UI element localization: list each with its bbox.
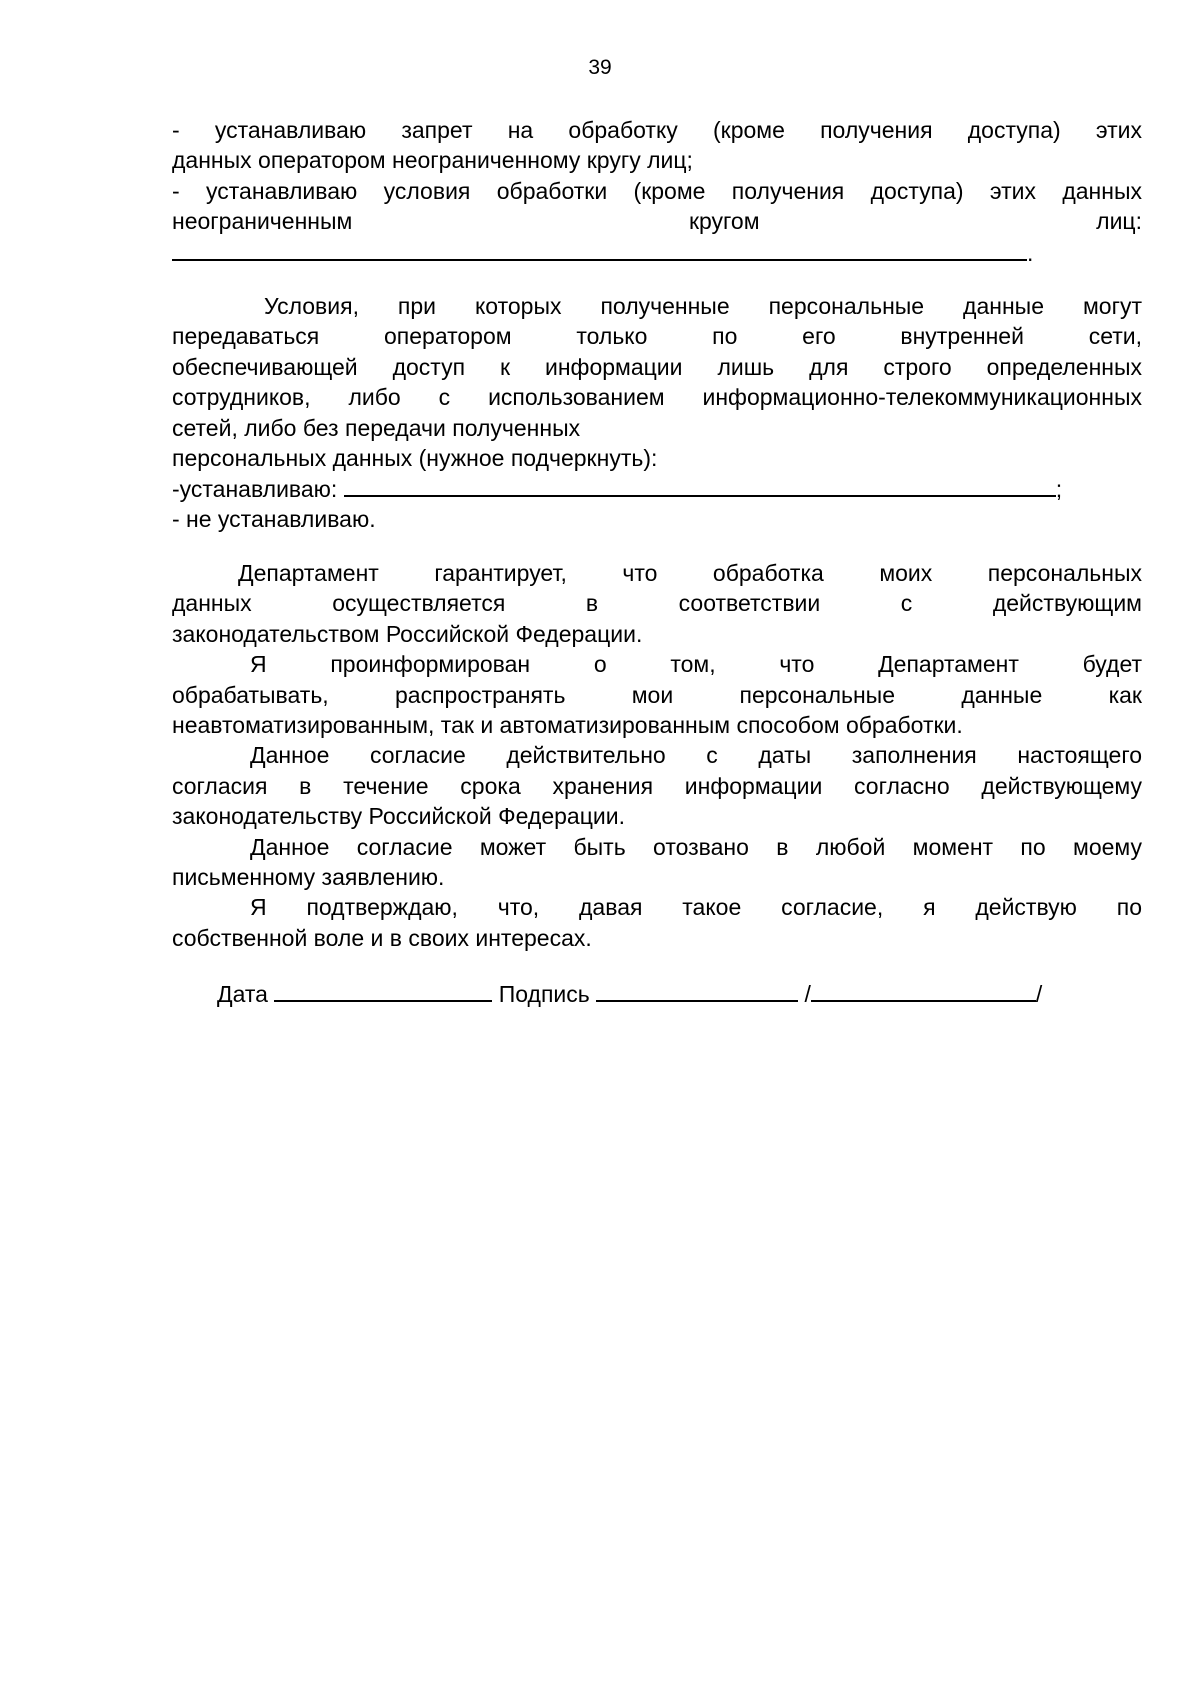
document-body (172, 115, 1142, 1011)
text-line: обеспечивающей доступ к информации лишь для строго определенных (172, 353, 1142, 380)
establish-label: -устанавливаю: (172, 476, 338, 503)
text-line: Данное согласие может быть отозвано в любой момент по моему (250, 833, 1142, 860)
text-line: законодательством Российской Федерации. (172, 620, 643, 647)
page-number: 39 (588, 56, 612, 79)
text-line: сетей, либо без передачи полученных (172, 414, 581, 441)
line-end-punctuation: . (1027, 239, 1034, 266)
section-restrictions (172, 115, 1142, 267)
section-guarantees (172, 558, 1142, 953)
text-line: Департамент гарантирует, что обработка моих персональных (238, 560, 1142, 587)
slash-close: / (1035, 981, 1043, 1008)
line-end-punctuation: ; (1055, 476, 1063, 503)
text-line: собственной воле и в своих интересах. (172, 924, 592, 951)
text-line: данных осуществляется в соответствии с действующим (172, 590, 1142, 617)
text-line: Условия, при которых полученные персональные данные могут (264, 292, 1142, 319)
text-line: - устанавливаю условия обработки (кроме получения доступа) этих данных (172, 177, 1142, 204)
name-field[interactable] (811, 978, 1036, 1002)
text-line: законодательству Российской Федерации. (172, 803, 625, 830)
text-line: письменному заявлению. (172, 863, 445, 890)
text-line: персональных данных (нужное подчеркнуть): (172, 444, 658, 471)
text-line: - устанавливаю запрет на обработку (кроме получения доступа) этих (172, 117, 1142, 143)
signature-label: Подпись (498, 981, 590, 1008)
text-line: - не устанавливаю. (172, 505, 376, 532)
conditions-blank-line[interactable] (172, 237, 1142, 267)
text-line: Я проинформирован о том, что Департамент будет (250, 651, 1142, 678)
text-line: передаваться оператором только по его внутренней сети, (172, 323, 1142, 350)
establish-line[interactable] (172, 473, 1142, 503)
section-transfer-conditions (172, 291, 1142, 534)
slash-open: / (804, 981, 811, 1008)
date-label: Дата (217, 981, 268, 1008)
text-line: сотрудников, либо с использованием информационно-телекоммуникационных (172, 384, 1142, 411)
text-line: неавтоматизированным, так и автоматизированным способом обработки. (172, 712, 963, 739)
text-line: Я подтверждаю, что, давая такое согласие, я действую по (250, 894, 1142, 921)
blank-field[interactable] (344, 473, 1056, 497)
text-line: данных оператором неограниченному кругу лиц; (172, 147, 693, 174)
text-line: обрабатывать, распространять мои персональные данные как (172, 681, 1142, 708)
signature-row (172, 977, 1142, 1011)
text-line: согласия в течение срока хранения информации согласно действующему (172, 772, 1142, 799)
text-line: неограниченным кругом лиц: (172, 208, 1142, 235)
signature-field[interactable] (596, 978, 798, 1002)
text-line: Данное согласие действительно с даты заполнения настоящего (250, 742, 1142, 769)
blank-field[interactable] (172, 237, 1027, 261)
date-field[interactable] (274, 978, 492, 1002)
